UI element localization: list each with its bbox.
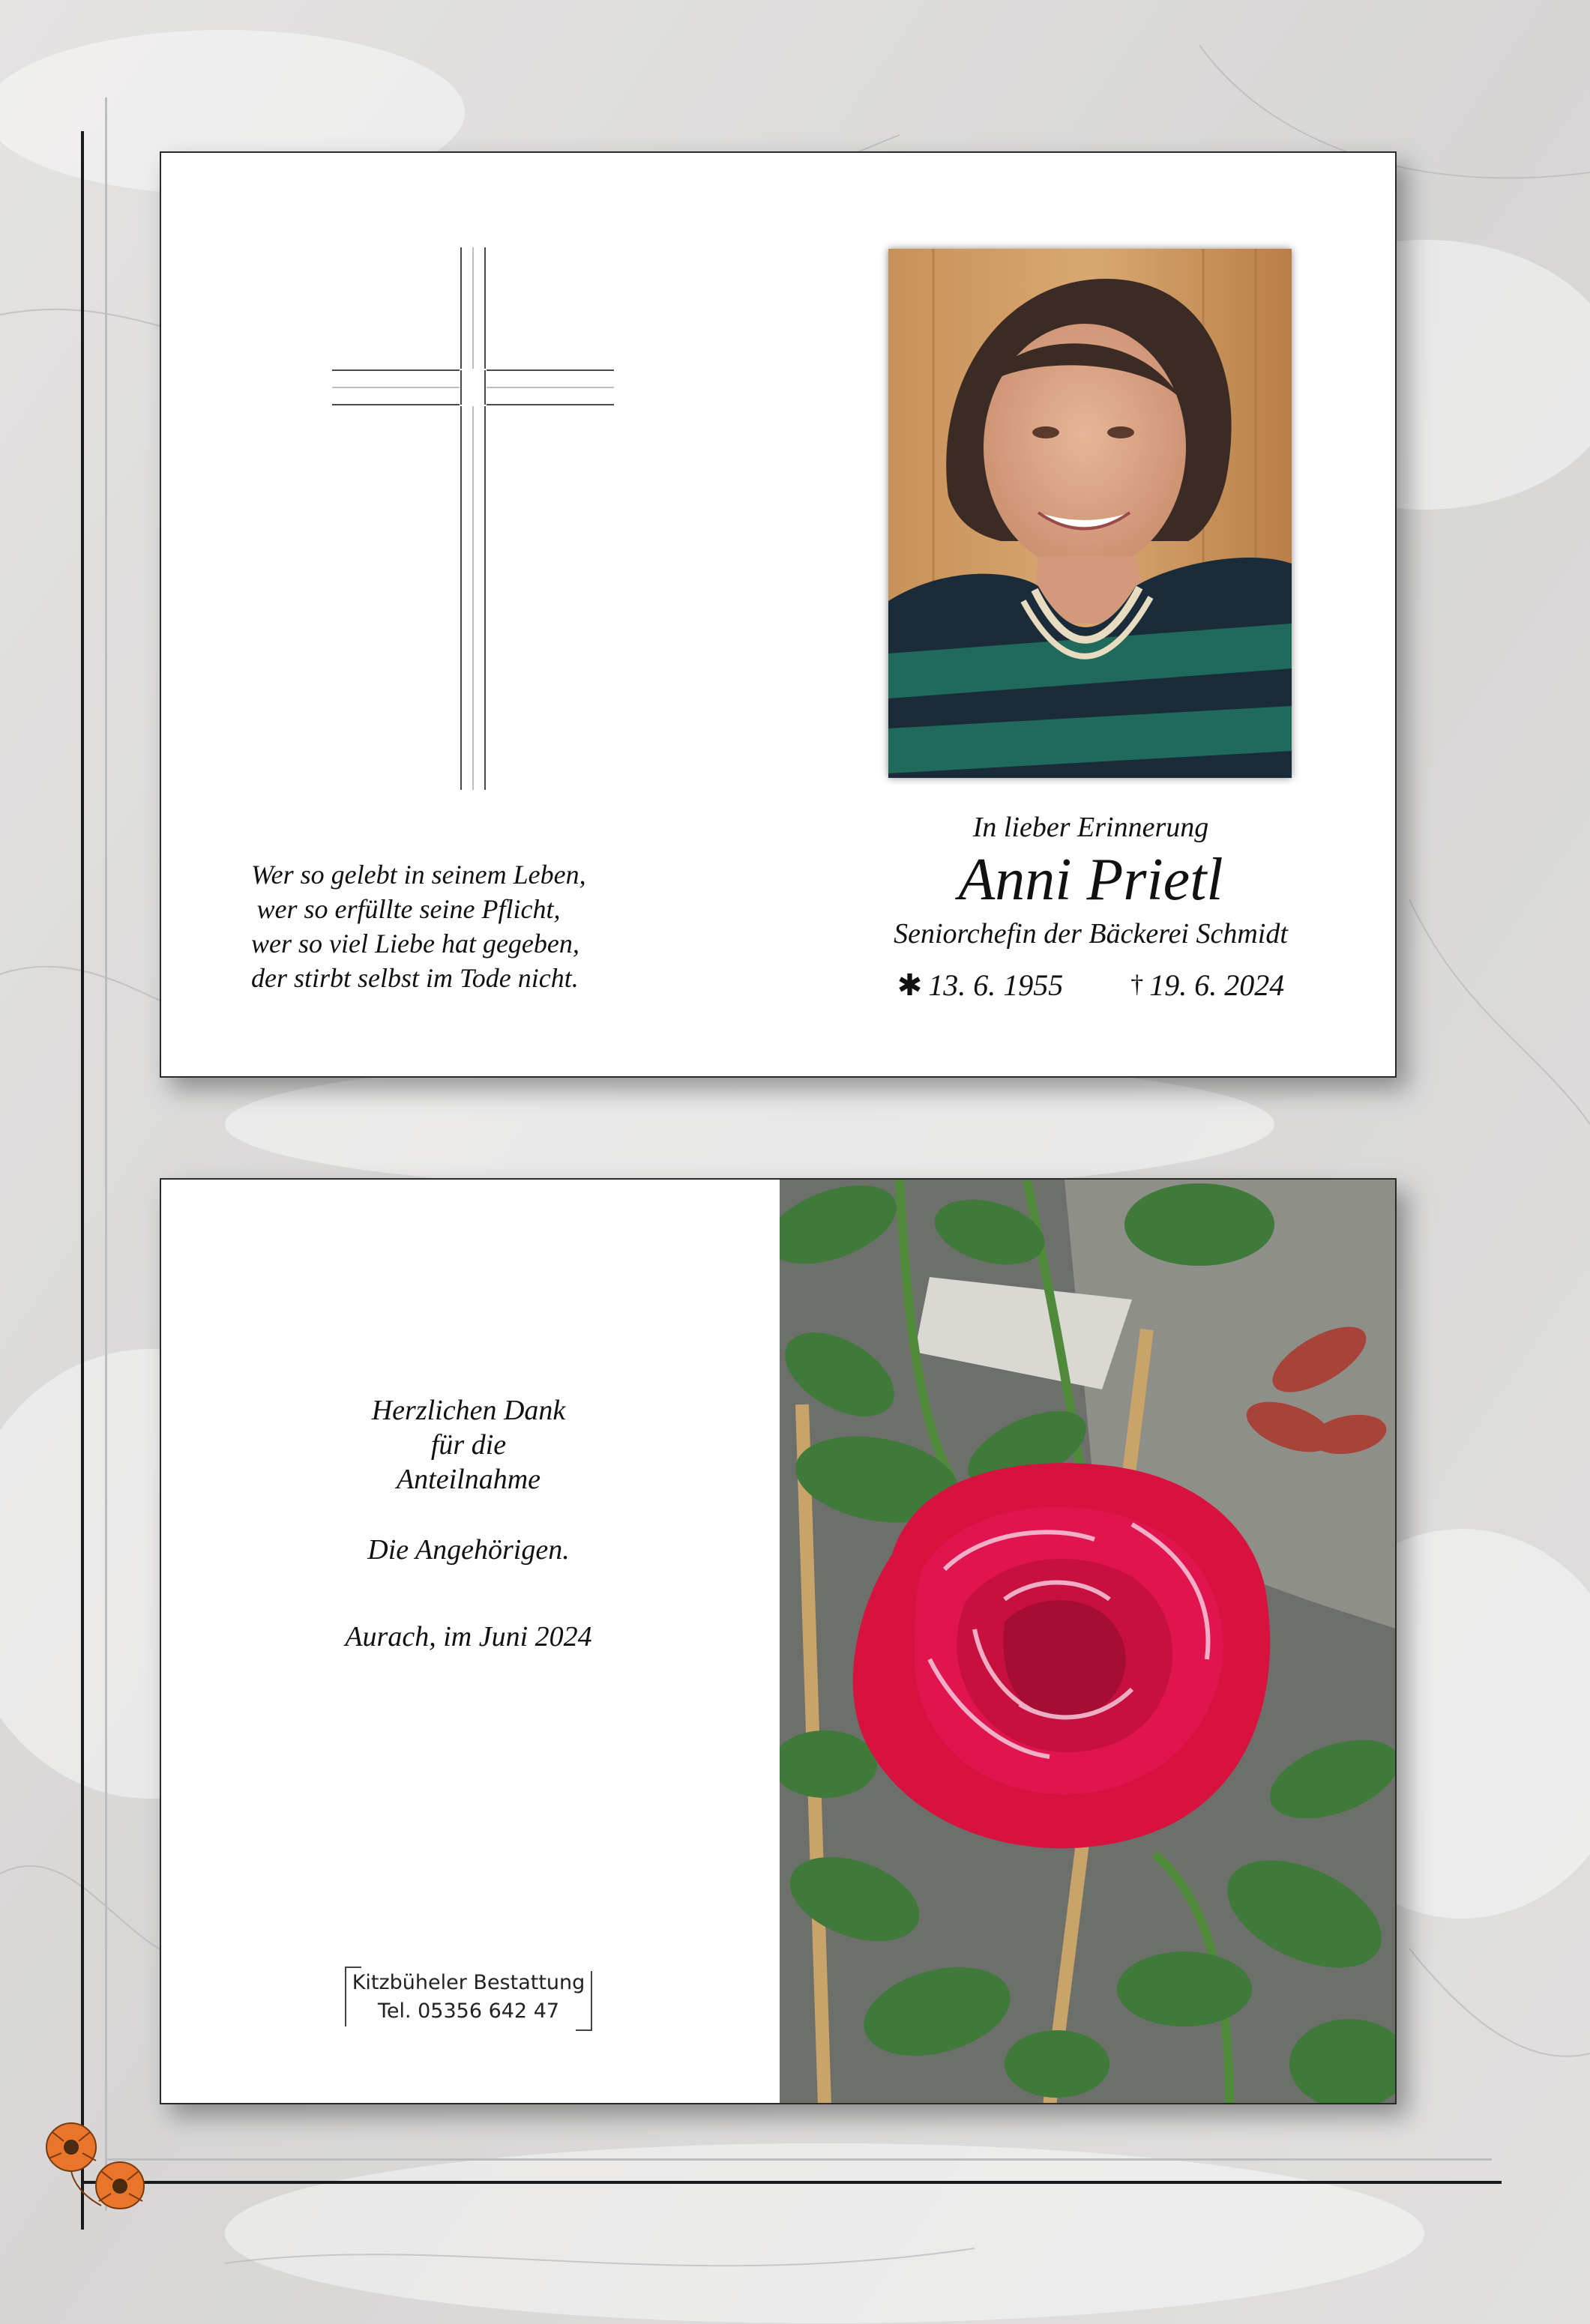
funeral-home-phone: Tel. 05356 642 47 bbox=[377, 1999, 560, 2023]
death-date-value: 19. 6. 2024 bbox=[1149, 968, 1285, 1002]
memorial-text bbox=[828, 809, 1353, 1004]
verse-line: wer so erfüllte seine Pflicht, bbox=[256, 894, 561, 924]
death-cross-icon: † bbox=[1130, 971, 1144, 998]
deceased-name: Anni Prietl bbox=[958, 847, 1223, 913]
cross-icon bbox=[332, 247, 614, 790]
death-date bbox=[1130, 966, 1284, 1004]
birth-star-icon: ✱ bbox=[897, 968, 923, 1002]
birth-date-value: 13. 6. 1955 bbox=[928, 968, 1064, 1002]
deceased-role: Seniorchefin der Bäckerei Schmidt bbox=[894, 918, 1288, 950]
frame-line-vertical-light bbox=[105, 97, 107, 2211]
birth-date bbox=[897, 967, 1064, 1004]
frame-line-horizontal-light bbox=[105, 2158, 1492, 2161]
memorial-intro: In lieber Erinnerung bbox=[972, 812, 1209, 843]
thanks-place-date: Aurach, im Juni 2024 bbox=[345, 1621, 592, 1653]
thanks-line-3: Anteilnahme bbox=[396, 1464, 541, 1495]
flowers-ornament bbox=[30, 2117, 172, 2215]
memorial-card-front bbox=[160, 151, 1397, 1078]
poem-verse bbox=[251, 857, 586, 995]
verse-line: wer so viel Liebe hat gegeben, bbox=[251, 929, 579, 959]
verse-line: Wer so gelebt in seinem Leben, bbox=[251, 860, 586, 890]
portrait-photo bbox=[888, 249, 1292, 778]
thanks-line-1: Herzlichen Dank bbox=[371, 1395, 566, 1426]
life-dates bbox=[828, 966, 1353, 1004]
memorial-card-inside bbox=[160, 1178, 1397, 2104]
funeral-home-stamp bbox=[345, 1967, 592, 2031]
verse-line: der stirbt selbst im Tode nicht. bbox=[251, 963, 579, 993]
rose-photo bbox=[780, 1180, 1397, 2104]
frame-line-horizontal bbox=[81, 2181, 1502, 2184]
thanks-family: Die Angehörigen. bbox=[367, 1534, 570, 1566]
funeral-home-name: Kitzbüheler Bestattung bbox=[352, 1971, 585, 1994]
frame-line-vertical bbox=[81, 131, 84, 2230]
thanks-text bbox=[266, 1393, 671, 1654]
thanks-line-2: für die bbox=[430, 1429, 507, 1461]
